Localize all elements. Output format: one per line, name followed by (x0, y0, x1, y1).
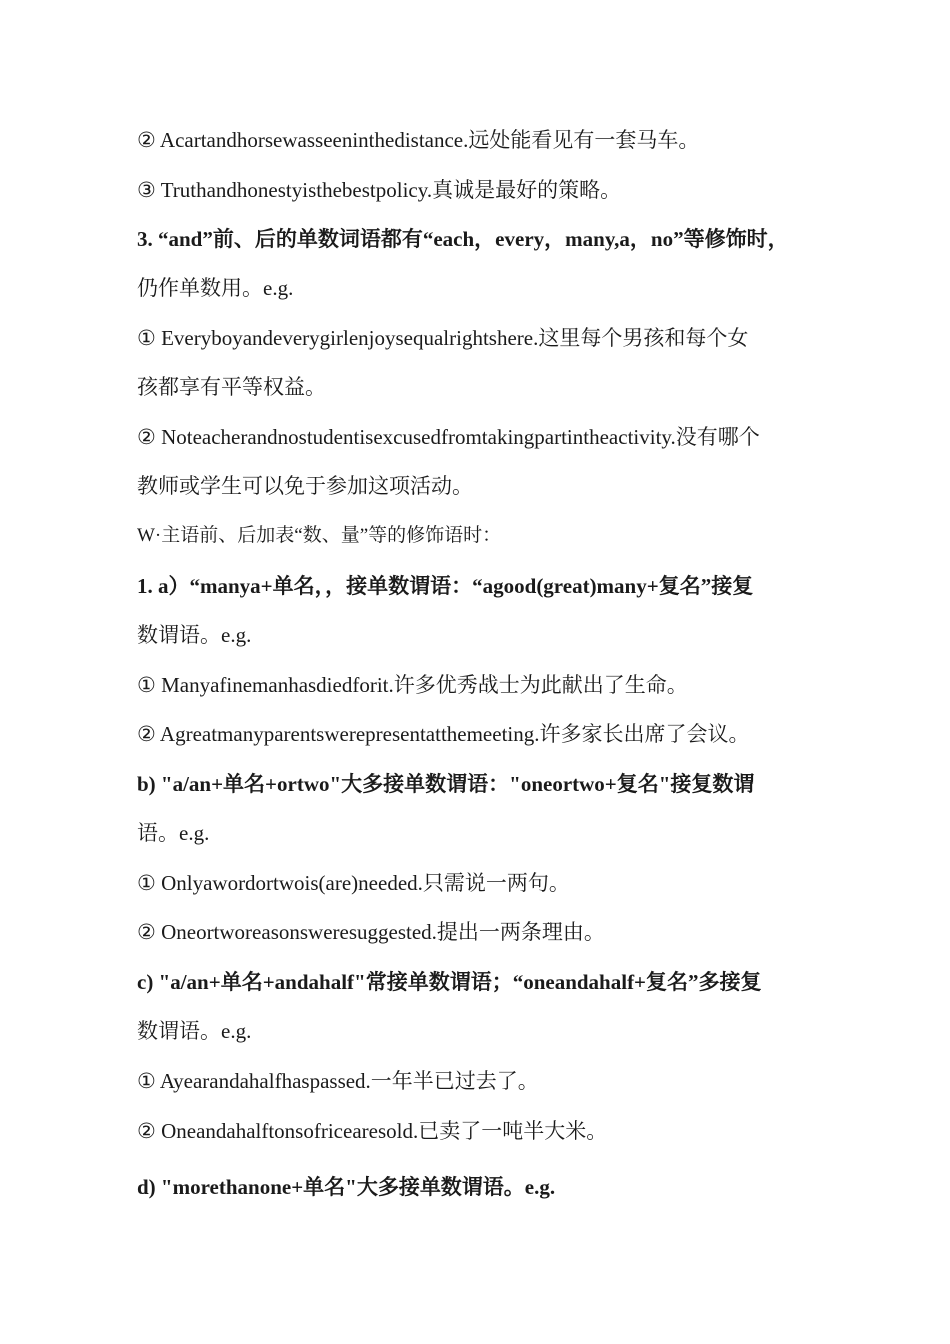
rule-heading: b) "a/an+单名+ortwo"大多接单数谓语："oneortwo+复名"接复数谓 (137, 772, 755, 796)
rule-heading-continuation: 语。e.g. (137, 821, 210, 845)
example-line: ① Onlyawordortwois(are)needed.只需说一两句。 (137, 871, 570, 895)
example-line: ② Agreatmanyparentswerepresentatthemeeting.许多家长出席了会议。 (137, 722, 750, 746)
example-line: ③ Truthandhonestyisthebestpolicy.真诚是最好的策略。 (137, 178, 622, 202)
rule-heading: d) "morethanone+单名"大多接单数谓语。e.g. (137, 1175, 556, 1199)
example-translation-continuation: 教师或学生可以免于参加这项活动。 (137, 474, 473, 498)
section-heading: W·主语前、后加表“数、量”等的修饰语时： (137, 525, 502, 546)
rule-heading-continuation: 数谓语。e.g. (137, 623, 252, 647)
rule-heading-continuation: 数谓语。e.g. (137, 1019, 252, 1043)
rule-heading: c) "a/an+单名+andahalf"常接单数谓语；“oneandahalf+复名”多接复 (137, 970, 762, 994)
rule-heading: 3. “and”前、后的单数词语都有“each，every，many,a，no”等修饰时， (137, 227, 789, 251)
example-line: ① Everyboyandeverygirlenjoysequalrightshere.这里每个男孩和每个女 (137, 326, 749, 350)
example-line: ② Acartandhorsewasseeninthedistance.远处能看见有一套马车。 (137, 128, 700, 152)
example-line: ② Oneortworeasonsweresuggested.提出一两条理由。 (137, 920, 605, 944)
example-line: ② Oneandahalftonsofricearesold.已卖了一吨半大米。 (137, 1119, 608, 1143)
example-line: ① Manyafinemanhasdiedforit.许多优秀战士为此献出了生命。 (137, 673, 688, 697)
example-translation-continuation: 孩都享有平等权益。 (137, 375, 326, 399)
example-line: ① Ayearandahalfhaspassed.一年半已过去了。 (137, 1069, 539, 1093)
example-line: ② Noteacherandnostudentisexcusedfromtakingpartintheactivity.没有哪个 (137, 425, 760, 449)
rule-heading: 1. a）“manya+单名，，接单数谓语：“agood(great)many+复名”接复 (137, 574, 754, 598)
rule-heading-continuation: 仍作单数用。e.g. (137, 276, 294, 300)
